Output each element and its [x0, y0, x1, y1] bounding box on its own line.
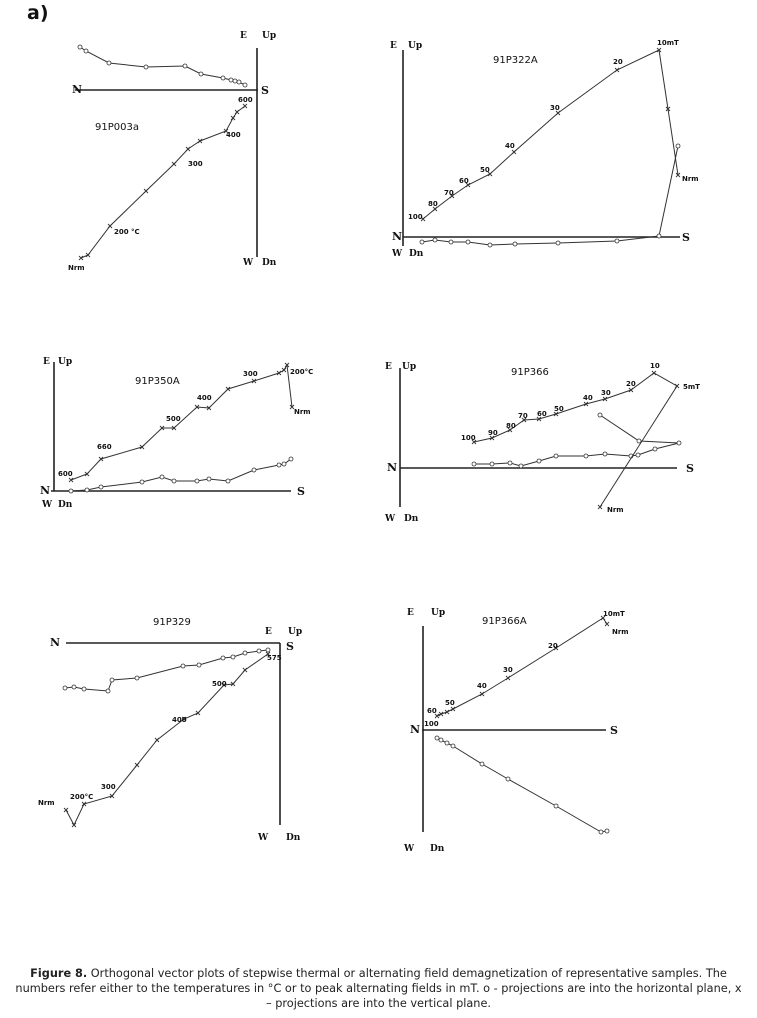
- step-label: 575: [267, 654, 282, 662]
- direction-label-w: W: [42, 500, 53, 510]
- direction-label-s: S: [686, 462, 694, 475]
- step-label: 200 °C: [114, 228, 140, 236]
- direction-label-n: N: [50, 636, 61, 649]
- plot-title: 91P003a: [95, 122, 139, 133]
- direction-label-n: N: [387, 461, 398, 474]
- step-label: 10mT: [603, 610, 625, 618]
- direction-label-s: S: [610, 724, 618, 737]
- circle-marker: [110, 678, 114, 682]
- caption-text: Orthogonal vector plots of stepwise thermal or alternating field demagnetization of representative samples. The numbers refer either to the temperatures in °C or to peak alternating fields in mT. o - projections are into the horizontal plane, x – projections are into the vertical plane.: [15, 967, 742, 1010]
- step-label: Nrm: [38, 799, 55, 807]
- step-label: 100: [408, 213, 423, 221]
- direction-label-n: N: [392, 230, 403, 243]
- circle-marker: [221, 76, 225, 80]
- circle-marker: [636, 453, 640, 457]
- step-label: 90: [488, 429, 498, 437]
- circle-marker: [513, 242, 517, 246]
- circle-marker: [63, 686, 67, 690]
- circle-marker: [637, 439, 641, 443]
- cross-marker: [480, 692, 484, 696]
- cross-marker: [155, 738, 159, 742]
- circle-marker: [69, 489, 73, 493]
- direction-label-s: S: [682, 231, 690, 244]
- direction-label-w: W: [404, 844, 415, 854]
- step-label: 5mT: [683, 383, 700, 391]
- circle-marker: [237, 80, 241, 84]
- step-label: 50: [445, 699, 455, 707]
- step-label: 10: [650, 362, 660, 370]
- direction-label-dn: Dn: [262, 258, 277, 268]
- cross-marker: [186, 147, 190, 151]
- zijderveld-plot-91P350A: [40, 357, 313, 510]
- circle-marker: [490, 462, 494, 466]
- cross-marker: [282, 368, 286, 372]
- step-label: 600: [238, 96, 253, 104]
- panel-label: a): [27, 2, 49, 24]
- step-label: 50: [554, 405, 564, 413]
- cross-marker: [231, 116, 235, 120]
- step-label: Nrm: [294, 408, 311, 416]
- step-label: 200°C: [290, 368, 314, 376]
- cross-marker: [675, 384, 679, 388]
- step-label: 400: [197, 394, 212, 402]
- cross-marker: [135, 763, 139, 767]
- vertical-projection-line: [66, 654, 268, 825]
- circle-marker: [207, 477, 211, 481]
- step-label: 60: [459, 177, 469, 185]
- direction-label-s: S: [286, 640, 294, 653]
- circle-marker: [480, 762, 484, 766]
- direction-label-w: W: [243, 258, 254, 268]
- circle-marker: [519, 464, 523, 468]
- circle-marker: [554, 804, 558, 808]
- circle-marker: [85, 488, 89, 492]
- direction-label-e: E: [385, 362, 392, 372]
- cross-marker: [652, 371, 656, 375]
- step-label: 30: [503, 666, 513, 674]
- circle-marker: [677, 441, 681, 445]
- step-label: 300: [188, 160, 203, 168]
- step-label: Nrm: [68, 264, 85, 272]
- circle-marker: [82, 687, 86, 691]
- circle-marker: [231, 655, 235, 659]
- direction-label-e: E: [240, 31, 247, 41]
- step-label: 60: [537, 410, 547, 418]
- direction-label-up: Up: [408, 41, 423, 51]
- circle-marker: [226, 479, 230, 483]
- circle-marker: [266, 648, 270, 652]
- circle-marker: [252, 468, 256, 472]
- horizontal-projection-line: [422, 146, 678, 245]
- cross-marker: [605, 622, 609, 626]
- circle-marker: [598, 413, 602, 417]
- direction-label-up: Up: [58, 357, 73, 367]
- vertical-projection-line: [71, 365, 292, 480]
- direction-label-s: S: [297, 485, 305, 498]
- circle-marker: [488, 243, 492, 247]
- step-label: 70: [444, 189, 454, 197]
- step-label: 100: [461, 434, 476, 442]
- step-label: 80: [428, 200, 438, 208]
- cross-marker: [198, 139, 202, 143]
- direction-label-dn: Dn: [404, 514, 419, 524]
- circle-marker: [676, 144, 680, 148]
- direction-label-dn: Dn: [286, 833, 301, 843]
- cross-marker: [196, 711, 200, 715]
- circle-marker: [472, 462, 476, 466]
- figure-caption: [14, 966, 743, 1011]
- circle-marker: [72, 685, 76, 689]
- direction-label-dn: Dn: [430, 844, 445, 854]
- circle-marker: [243, 651, 247, 655]
- direction-label-dn: Dn: [409, 249, 424, 259]
- circle-marker: [183, 64, 187, 68]
- cross-marker: [243, 104, 247, 108]
- circle-marker: [78, 45, 82, 49]
- step-label: 500: [166, 415, 181, 423]
- cross-marker: [506, 676, 510, 680]
- direction-label-up: Up: [402, 362, 417, 372]
- step-label: 80: [506, 422, 516, 430]
- circle-marker: [615, 239, 619, 243]
- direction-label-w: W: [258, 833, 269, 843]
- circle-marker: [282, 462, 286, 466]
- circle-marker: [144, 65, 148, 69]
- plot-title: 91P366A: [482, 616, 527, 627]
- step-label: 300: [243, 370, 258, 378]
- circle-marker: [140, 480, 144, 484]
- direction-label-w: W: [392, 249, 403, 259]
- circle-marker: [106, 689, 110, 693]
- direction-label-e: E: [407, 608, 414, 618]
- step-label: Nrm: [607, 506, 624, 514]
- step-label: 20: [626, 380, 636, 388]
- circle-marker: [584, 454, 588, 458]
- direction-label-w: W: [385, 514, 396, 524]
- cross-marker: [144, 189, 148, 193]
- cross-marker: [243, 668, 247, 672]
- cross-marker: [108, 224, 112, 228]
- direction-label-e: E: [43, 357, 50, 367]
- circle-marker: [199, 72, 203, 76]
- step-label: 20: [613, 58, 623, 66]
- circle-marker: [257, 649, 261, 653]
- circle-marker: [449, 240, 453, 244]
- plot-title: 91P366: [511, 367, 549, 378]
- cross-marker: [172, 162, 176, 166]
- circle-marker: [181, 664, 185, 668]
- circle-marker: [445, 741, 449, 745]
- circle-marker: [435, 736, 439, 740]
- zijderveld-plot-91P366A: [403, 608, 629, 854]
- step-label: 20: [548, 642, 558, 650]
- step-label: Nrm: [612, 628, 629, 636]
- direction-label-n: N: [410, 723, 421, 736]
- horizontal-projection-line: [437, 738, 607, 832]
- step-label: 300: [101, 783, 116, 791]
- step-label: 70: [518, 412, 528, 420]
- circle-marker: [135, 676, 139, 680]
- cross-marker: [235, 110, 239, 114]
- direction-label-e: E: [390, 41, 397, 51]
- circle-marker: [420, 240, 424, 244]
- circle-marker: [195, 479, 199, 483]
- zijderveld-plot-91P329: [38, 617, 302, 843]
- cross-marker: [72, 823, 76, 827]
- vertical-projection-line: [437, 618, 607, 716]
- circle-marker: [243, 83, 247, 87]
- circle-marker: [84, 49, 88, 53]
- circle-marker: [277, 463, 281, 467]
- circle-marker: [537, 459, 541, 463]
- circle-marker: [221, 656, 225, 660]
- cross-marker: [598, 505, 602, 509]
- cross-marker: [512, 150, 516, 154]
- horizontal-projection-line: [65, 650, 268, 691]
- zijderveld-plot-91P003a: [68, 31, 277, 272]
- circle-marker: [289, 457, 293, 461]
- circle-marker: [506, 777, 510, 781]
- cross-marker: [615, 68, 619, 72]
- circle-marker: [653, 447, 657, 451]
- step-label: 40: [477, 682, 487, 690]
- step-label: 500: [212, 680, 227, 688]
- circle-marker: [451, 744, 455, 748]
- direction-label-dn: Dn: [58, 500, 73, 510]
- direction-label-e: E: [265, 627, 272, 637]
- step-label: 30: [601, 389, 611, 397]
- circle-marker: [508, 461, 512, 465]
- circle-marker: [233, 79, 237, 83]
- direction-label-up: Up: [262, 31, 277, 41]
- step-label: 660: [97, 443, 112, 451]
- cross-marker: [79, 256, 83, 260]
- step-label: 400: [226, 131, 241, 139]
- direction-label-s: S: [261, 84, 269, 97]
- cross-marker: [451, 707, 455, 711]
- direction-label-up: Up: [288, 627, 303, 637]
- zijderveld-plot-91P322A: [390, 39, 699, 259]
- horizontal-projection-line: [474, 415, 679, 466]
- figure-number: Figure 8.: [30, 967, 88, 980]
- circle-marker: [172, 479, 176, 483]
- step-label: 10mT: [657, 39, 679, 47]
- circle-marker: [197, 663, 201, 667]
- step-label: 400: [172, 716, 187, 724]
- horizontal-projection-line: [71, 459, 291, 491]
- vertical-projection-line: [474, 373, 677, 507]
- plot-title: 91P350A: [135, 376, 180, 387]
- horizontal-projection-line: [80, 47, 245, 85]
- circle-marker: [554, 454, 558, 458]
- direction-label-up: Up: [431, 608, 446, 618]
- circle-marker: [160, 475, 164, 479]
- direction-label-n: N: [72, 83, 83, 96]
- circle-marker: [605, 829, 609, 833]
- circle-marker: [599, 830, 603, 834]
- circle-marker: [433, 238, 437, 242]
- cross-marker: [64, 808, 68, 812]
- vertical-projection-line: [423, 50, 678, 219]
- circle-marker: [466, 240, 470, 244]
- circle-marker: [107, 61, 111, 65]
- direction-label-n: N: [40, 484, 51, 497]
- cross-marker: [86, 253, 90, 257]
- zijderveld-plot-91P366: [384, 362, 700, 524]
- step-label: 30: [550, 104, 560, 112]
- step-label: 40: [583, 394, 593, 402]
- plot-title: 91P329: [153, 617, 191, 628]
- step-label: Nrm: [682, 175, 699, 183]
- plot-title: 91P322A: [493, 55, 538, 66]
- circle-marker: [556, 241, 560, 245]
- step-label: 600: [58, 470, 73, 478]
- step-label: 200°C: [70, 793, 94, 801]
- step-label: 100: [424, 720, 439, 728]
- step-label: 60: [427, 707, 437, 715]
- step-label: 40: [505, 142, 515, 150]
- circle-marker: [657, 234, 661, 238]
- step-label: 50: [480, 166, 490, 174]
- circle-marker: [439, 738, 443, 742]
- circle-marker: [99, 485, 103, 489]
- circle-marker: [603, 452, 607, 456]
- circle-marker: [229, 78, 233, 82]
